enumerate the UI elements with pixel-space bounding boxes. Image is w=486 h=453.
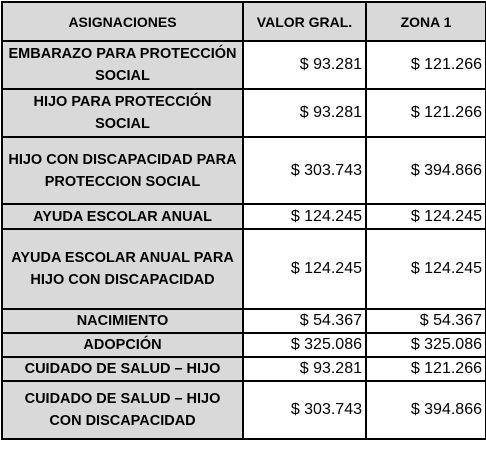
zona-1-cell: $ 124.245 <box>366 229 486 309</box>
row-label: HIJO PARA PROTECCIÓN SOCIAL <box>2 89 243 137</box>
table-row <box>2 309 486 333</box>
table-row <box>2 41 486 89</box>
zona-1-cell: $ 54.367 <box>366 309 486 333</box>
table-row <box>2 229 486 309</box>
row-label: NACIMIENTO <box>2 309 243 333</box>
zona-1-cell: $ 124.245 <box>366 204 486 229</box>
zona-1-cell: $ 121.266 <box>366 357 486 381</box>
zona-1-cell: $ 121.266 <box>366 41 486 89</box>
valor-general-cell: $ 124.245 <box>243 229 366 309</box>
table-row <box>2 357 486 381</box>
asignaciones-table <box>1 1 486 440</box>
valor-general-cell: $ 93.281 <box>243 357 366 381</box>
valor-general-cell: $ 93.281 <box>243 89 366 137</box>
table-row <box>2 137 486 204</box>
header-asignaciones: ASIGNACIONES <box>2 2 243 41</box>
zona-1-cell: $ 394.866 <box>366 137 486 204</box>
zona-1-cell: $ 325.086 <box>366 333 486 357</box>
header-zona-1: ZONA 1 <box>366 2 486 41</box>
table-row <box>2 381 486 439</box>
valor-general-cell: $ 54.367 <box>243 309 366 333</box>
valor-general-cell: $ 124.245 <box>243 204 366 229</box>
valor-general-cell: $ 325.086 <box>243 333 366 357</box>
header-row <box>2 2 486 41</box>
row-label: AYUDA ESCOLAR ANUAL PARA HIJO CON DISCAPACIDAD <box>2 229 243 309</box>
zona-1-cell: $ 394.866 <box>366 381 486 439</box>
row-label: ADOPCIÓN <box>2 333 243 357</box>
row-label: CUIDADO DE SALUD – HIJO <box>2 357 243 381</box>
row-label: AYUDA ESCOLAR ANUAL <box>2 204 243 229</box>
row-label: HIJO CON DISCAPACIDAD PARA PROTECCION SOCIAL <box>2 137 243 204</box>
valor-general-cell: $ 303.743 <box>243 137 366 204</box>
row-label: CUIDADO DE SALUD – HIJO CON DISCAPACIDAD <box>2 381 243 439</box>
table-row <box>2 89 486 137</box>
row-label: EMBARAZO PARA PROTECCIÓN SOCIAL <box>2 41 243 89</box>
table-row <box>2 204 486 229</box>
valor-general-cell: $ 93.281 <box>243 41 366 89</box>
valor-general-cell: $ 303.743 <box>243 381 366 439</box>
header-valor-general: VALOR GRAL. <box>243 2 366 41</box>
table-row <box>2 333 486 357</box>
zona-1-cell: $ 121.266 <box>366 89 486 137</box>
